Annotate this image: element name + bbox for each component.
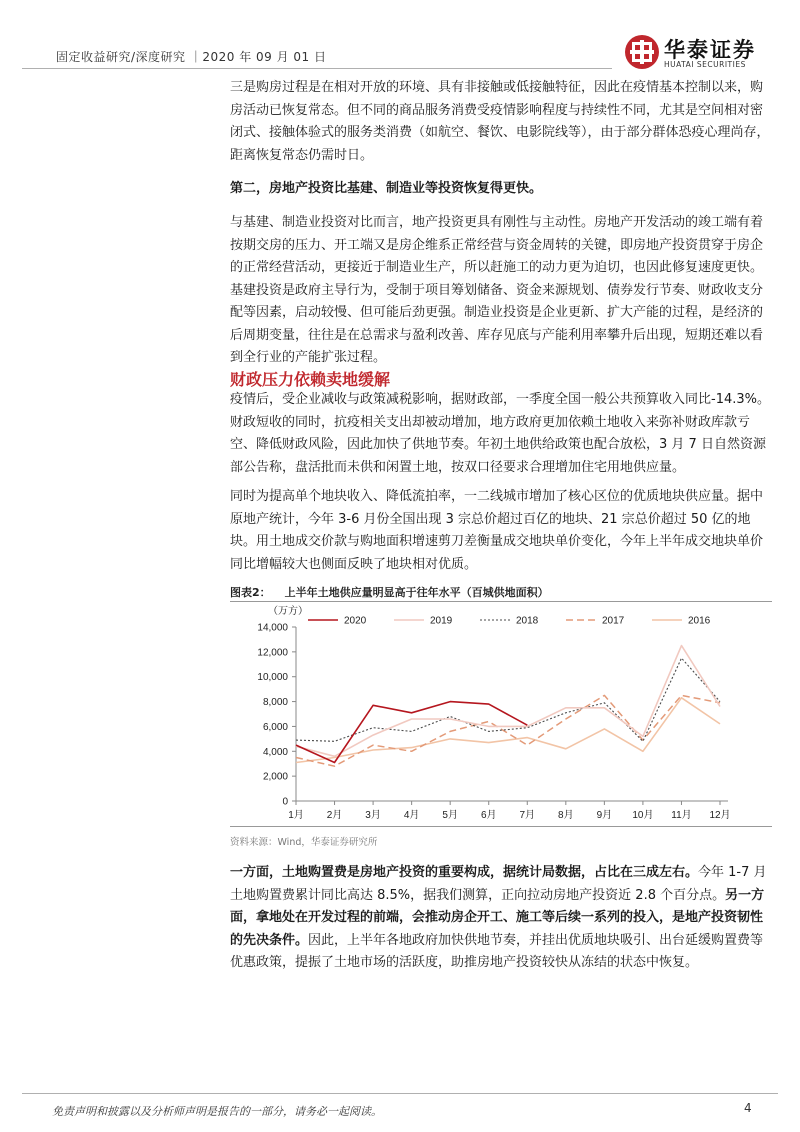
x-tick-label: 2月 [326, 810, 343, 821]
header-rule [22, 68, 612, 69]
y-tick-label: 6,000 [262, 721, 288, 733]
paragraph-1: 三是购房过程是在相对开放的环境、具有非接触或低接触特征，因此在疫情基本控制以来，购房活动已恢复常态。但不同的商品服务消费受疫情影响程度与持续性不同，尤其是空间相对密闭式、接触体验式的服务类消费（如航空、餐饮、电影院线等），由于部分群体恐疫心理尚存，距离恢复常态仍需时日。 [230, 80, 770, 163]
y-tick-label: 2,000 [262, 771, 288, 783]
land-supply-chart [230, 602, 772, 826]
page-number: 4 [744, 1101, 752, 1115]
legend-label-2020: 2020 [344, 615, 367, 627]
y-tick-label: 8,000 [262, 697, 288, 709]
footer-disclaimer: 免责声明和披露以及分析师声明是报告的一部分，请务必一起阅读。 [52, 1105, 382, 1118]
paragraph-6-bold-2: 另一方面，拿地处在开发过程的前端，会推动房企开工、施工等后续一系列的投入，是地产投资韧性的先决条件。 [230, 887, 765, 948]
logo-en: HUATAI SECURITIES [664, 60, 746, 69]
x-tick-label: 5月 [442, 810, 458, 821]
logo [624, 34, 764, 72]
figure-title [230, 584, 772, 600]
section-title: 财政压力依赖卖地缓解 [230, 370, 391, 389]
x-tick-label: 3月 [365, 810, 381, 821]
x-tick-label: 10月 [632, 810, 654, 821]
legend-label-2016: 2016 [688, 615, 711, 627]
x-tick-label: 7月 [519, 810, 536, 821]
logo-cn: 华泰证券 [664, 38, 756, 62]
paragraph-4: 疫情后，受企业减收与政策减税影响，据财政部，一季度全国一般公共预算收入同比-14.3%。财政短收的同时，抗疫相关支出却被动增加，地方政府更加依赖土地收入来弥补财政库款亏空、降低财政风险，因此加快了供地节奏。年初土地供给政策也配合放松，3 月 7 日自然资源部公告称，盘活批而未供和闲置土地，按双口径要求合理增加住宅用地供应量。 [230, 392, 770, 475]
y-tick-label: 14,000 [257, 622, 288, 634]
x-tick-label: 4月 [403, 810, 420, 821]
series-line-2018 [296, 658, 720, 741]
footer-rule [22, 1093, 778, 1094]
paragraph-6-text-2: 因此，上半年各地政府加快供地节奏，并挂出优质地块吸引、出台延缓购置费等优惠政策，提振了土地市场的活跃度，助推房地产投资较快从冻结的状态中恢复。 [230, 932, 764, 970]
paragraph-6-text-1: 今年 1-7 月土地购置费累计同比高达 8.5%，据我们测算，正向拉动房地产投资近 2.8 个百分点。 [230, 865, 767, 903]
x-tick-label: 6月 [480, 810, 497, 821]
x-tick-label: 11月 [671, 810, 692, 821]
y-tick-label: 10,000 [257, 672, 288, 684]
figure-rule-bottom [230, 826, 772, 827]
x-tick-label: 8月 [558, 810, 574, 821]
legend-label-2019: 2019 [430, 615, 453, 627]
legend-label-2018: 2018 [516, 615, 539, 627]
huatai-logo-icon [624, 34, 660, 70]
series-line-2020 [296, 702, 527, 763]
paragraph-5: 同时为提高单个地块收入、降低流拍率，一二线城市增加了核心区位的优质地块供应量。据中原地产统计，今年 3-6 月份全国出现 3 宗总价超过百亿的地块、21 宗总价超过 50 亿的地块。用土地成交价款与购地面积增速剪刀差衡量成交地块单价变化，今年上半年成交地块单价同比增幅较大也侧面反映了地块相对优质。 [230, 489, 764, 572]
y-axis-unit-label: （万方） [268, 606, 308, 617]
x-tick-label: 9月 [596, 810, 613, 821]
paragraph-6-bold-1: 一方面，土地购置费是房地产投资的重要构成，据统计局数据，占比在三成左右。 [230, 865, 699, 880]
paragraph-2-heading: 第二，房地产投资比基建、制造业等投资恢复得更快。 [230, 181, 543, 196]
header-text: 固定收益研究/深度研究 ｜2020 年 09 月 01 日 [56, 50, 327, 64]
figure-label: 图表2： [230, 586, 271, 599]
legend-label-2017: 2017 [602, 615, 625, 627]
y-tick-label: 0 [282, 796, 288, 808]
figure-caption: 上半年土地供应量明显高于往年水平（百城供地面积） [284, 586, 549, 599]
figure-source: 资料来源：Wind，华泰证券研究所 [230, 837, 378, 848]
y-tick-label: 12,000 [257, 647, 288, 659]
x-tick-label: 1月 [288, 810, 304, 821]
paragraph-6 [230, 862, 772, 975]
x-tick-label: 12月 [709, 810, 731, 821]
y-tick-label: 4,000 [262, 746, 288, 758]
paragraph-3: 与基建、制造业投资对比而言，地产投资更具有刚性与主动性。房地产开发活动的竣工端有着按期交房的压力、开工端又是房企维系正常经营与资金周转的关键，即房地产投资贯穿于房企的正常经营活动，更接近于制造业生产，所以赶施工的动力更为迫切，也因此修复速度更快。基建投资是政府主导行为，受制于项目筹划储备、资金来源规划、债券发行节奏、财政收支分配等因素，启动较慢、但可能后劲更强。制造业投资是企业更新、扩大产能的过程，是经济的后周期变量，往往是在总需求与盈利改善、库存见底与产能利用率攀升后出现，短期还难以看到全行业的产能扩张过程。 [230, 215, 764, 365]
